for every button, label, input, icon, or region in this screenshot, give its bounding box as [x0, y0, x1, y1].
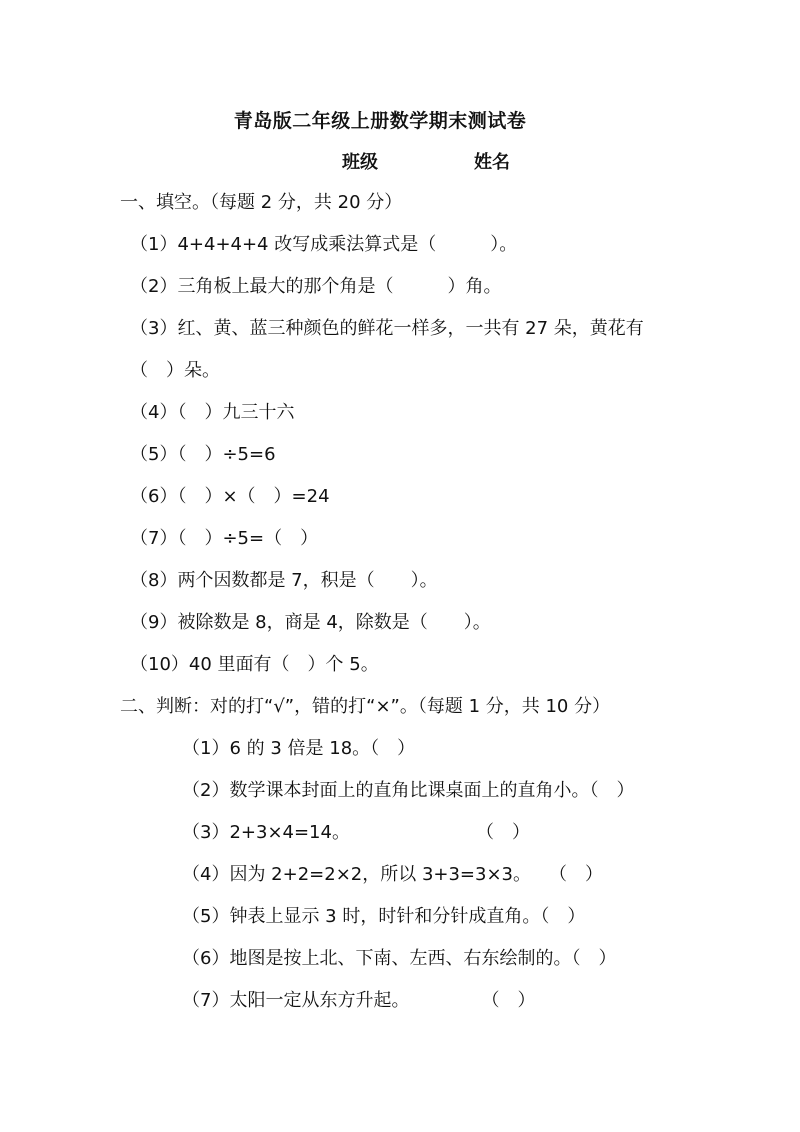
judgment-question-1: （1）6 的 3 倍是 18。（ ）: [182, 738, 416, 759]
fill-blank-question-2: （2）三角板上最大的那个角是（ ）角。: [130, 276, 502, 297]
judgment-question-2: （2）数学课本封面上的直角比课桌面上的直角小。（ ）: [182, 780, 635, 801]
student-info-fields: [0, 148, 800, 176]
name-label: 姓名: [474, 152, 510, 173]
page-title: 青岛版二年级上册数学期末测试卷: [233, 110, 527, 132]
fill-blank-question-7: （7）（ ）÷5=（ ）: [130, 528, 319, 549]
judgment-question-5: （5）钟表上显示 3 时，时针和分针成直角。（ ）: [182, 906, 586, 927]
fill-blank-question-3-continuation: （ ）朵。: [130, 360, 220, 381]
section-2-heading: 二、判断：对的打“√”，错的打“×”。（每题 1 分，共 10 分）: [120, 696, 611, 717]
fill-blank-question-5: （5）（ ）÷5=6: [130, 444, 276, 465]
fill-blank-question-6: （6）（ ）×（ ）=24: [130, 486, 330, 507]
judgment-question-7: （7）太阳一定从东方升起。 （ ）: [182, 990, 536, 1011]
fill-blank-question-3: （3）红、黄、蓝三种颜色的鲜花一样多，一共有 27 朵，黄花有: [130, 318, 644, 339]
judgment-question-3: （3）2+3×4=14。 （ ）: [182, 822, 530, 843]
fill-blank-question-10: （10）40 里面有（ ）个 5。: [130, 654, 379, 675]
class-label: 班级: [342, 152, 378, 173]
judgment-question-4: （4）因为 2+2=2×2，所以 3+3=3×3。 （ ）: [182, 864, 604, 885]
judgment-question-6: （6）地图是按上北、下南、左西、右东绘制的。（ ）: [182, 948, 617, 969]
fill-blank-question-9: （9）被除数是 8，商是 4，除数是（ ）。: [130, 612, 491, 633]
fill-blank-question-8: （8）两个因数都是 7，积是（ ）。: [130, 570, 438, 591]
fill-blank-question-4: （4）（ ）九三十六: [130, 402, 295, 423]
section-1-heading: 一、填空。（每题 2 分，共 20 分）: [120, 192, 403, 213]
fill-blank-question-1: （1）4+4+4+4 改写成乘法算式是（ ）。: [130, 234, 518, 255]
